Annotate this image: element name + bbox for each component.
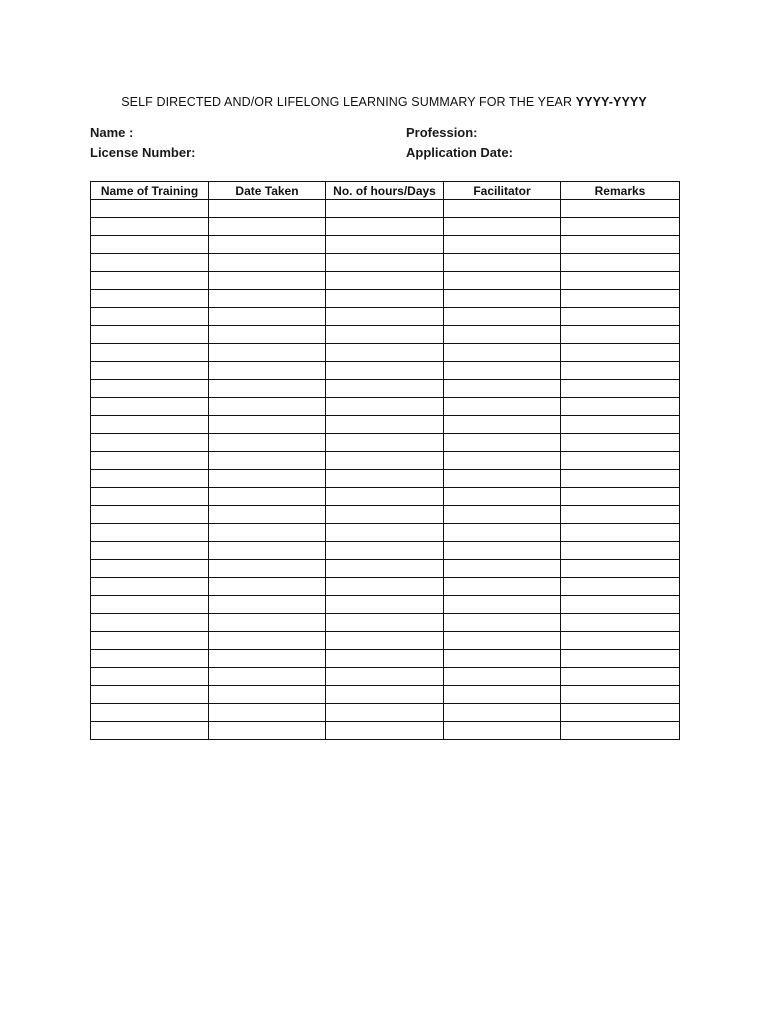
cell-hours-days <box>326 506 444 524</box>
cell-hours-days <box>326 686 444 704</box>
cell-date-taken <box>209 722 326 740</box>
header-facilitator: Facilitator <box>444 182 561 200</box>
cell-date-taken <box>209 362 326 380</box>
profession-label: Profession: <box>406 125 478 140</box>
cell-date-taken <box>209 434 326 452</box>
cell-facilitator <box>444 560 561 578</box>
cell-hours-days <box>326 650 444 668</box>
cell-hours-days <box>326 722 444 740</box>
application-date-label: Application Date: <box>406 145 513 160</box>
cell-date-taken <box>209 614 326 632</box>
cell-date-taken <box>209 596 326 614</box>
cell-remarks <box>561 542 680 560</box>
header-hours-days: No. of hours/Days <box>326 182 444 200</box>
cell-date-taken <box>209 290 326 308</box>
cell-hours-days <box>326 362 444 380</box>
cell-remarks <box>561 218 680 236</box>
cell-name-of-training <box>91 236 209 254</box>
cell-hours-days <box>326 542 444 560</box>
document-title <box>0 95 768 109</box>
cell-remarks <box>561 434 680 452</box>
cell-remarks <box>561 686 680 704</box>
cell-name-of-training <box>91 632 209 650</box>
cell-facilitator <box>444 632 561 650</box>
cell-remarks <box>561 236 680 254</box>
table-row <box>91 272 680 290</box>
table-row <box>91 632 680 650</box>
cell-hours-days <box>326 704 444 722</box>
cell-name-of-training <box>91 200 209 218</box>
table-row <box>91 290 680 308</box>
cell-remarks <box>561 308 680 326</box>
cell-remarks <box>561 614 680 632</box>
table-row <box>91 578 680 596</box>
cell-name-of-training <box>91 596 209 614</box>
cell-facilitator <box>444 434 561 452</box>
cell-name-of-training <box>91 218 209 236</box>
cell-name-of-training <box>91 704 209 722</box>
cell-facilitator <box>444 272 561 290</box>
table-row <box>91 362 680 380</box>
cell-hours-days <box>326 290 444 308</box>
cell-date-taken <box>209 344 326 362</box>
cell-hours-days <box>326 470 444 488</box>
table-row <box>91 236 680 254</box>
cell-remarks <box>561 704 680 722</box>
cell-remarks <box>561 254 680 272</box>
cell-name-of-training <box>91 326 209 344</box>
cell-facilitator <box>444 488 561 506</box>
cell-remarks <box>561 362 680 380</box>
cell-name-of-training <box>91 290 209 308</box>
cell-remarks <box>561 560 680 578</box>
cell-facilitator <box>444 614 561 632</box>
cell-date-taken <box>209 308 326 326</box>
table-row <box>91 326 680 344</box>
cell-hours-days <box>326 668 444 686</box>
cell-date-taken <box>209 272 326 290</box>
cell-date-taken <box>209 560 326 578</box>
cell-date-taken <box>209 488 326 506</box>
cell-facilitator <box>444 200 561 218</box>
cell-facilitator <box>444 218 561 236</box>
cell-facilitator <box>444 452 561 470</box>
cell-facilitator <box>444 650 561 668</box>
header-name-of-training: Name of Training <box>91 182 209 200</box>
table-row <box>91 560 680 578</box>
table-row <box>91 470 680 488</box>
cell-facilitator <box>444 344 561 362</box>
cell-hours-days <box>326 308 444 326</box>
cell-remarks <box>561 416 680 434</box>
cell-hours-days <box>326 272 444 290</box>
cell-facilitator <box>444 704 561 722</box>
cell-facilitator <box>444 578 561 596</box>
cell-remarks <box>561 632 680 650</box>
cell-remarks <box>561 506 680 524</box>
cell-facilitator <box>444 362 561 380</box>
cell-name-of-training <box>91 686 209 704</box>
table-row <box>91 434 680 452</box>
cell-hours-days <box>326 416 444 434</box>
cell-remarks <box>561 380 680 398</box>
cell-date-taken <box>209 218 326 236</box>
cell-hours-days <box>326 326 444 344</box>
title-year: YYYY-YYYY <box>575 95 647 109</box>
cell-date-taken <box>209 578 326 596</box>
cell-remarks <box>561 290 680 308</box>
license-number-label: License Number: <box>90 145 196 160</box>
cell-date-taken <box>209 668 326 686</box>
cell-name-of-training <box>91 542 209 560</box>
cell-remarks <box>561 398 680 416</box>
table-row <box>91 650 680 668</box>
cell-remarks <box>561 722 680 740</box>
cell-date-taken <box>209 254 326 272</box>
cell-date-taken <box>209 686 326 704</box>
cell-date-taken <box>209 326 326 344</box>
cell-hours-days <box>326 254 444 272</box>
cell-date-taken <box>209 632 326 650</box>
cell-date-taken <box>209 398 326 416</box>
table-row <box>91 380 680 398</box>
cell-date-taken <box>209 650 326 668</box>
table-row <box>91 524 680 542</box>
cell-facilitator <box>444 470 561 488</box>
cell-date-taken <box>209 452 326 470</box>
cell-remarks <box>561 524 680 542</box>
table-header-row <box>91 182 680 200</box>
cell-remarks <box>561 668 680 686</box>
title-text: SELF DIRECTED AND/OR LIFELONG LEARNING SUMMARY FOR THE YEAR <box>121 95 576 109</box>
cell-date-taken <box>209 416 326 434</box>
cell-hours-days <box>326 578 444 596</box>
cell-facilitator <box>444 686 561 704</box>
cell-date-taken <box>209 704 326 722</box>
cell-name-of-training <box>91 272 209 290</box>
cell-hours-days <box>326 614 444 632</box>
header-date-taken: Date Taken <box>209 182 326 200</box>
cell-remarks <box>561 344 680 362</box>
cell-remarks <box>561 596 680 614</box>
name-label: Name : <box>90 125 134 140</box>
cell-remarks <box>561 578 680 596</box>
cell-facilitator <box>444 308 561 326</box>
table-row <box>91 254 680 272</box>
cell-hours-days <box>326 380 444 398</box>
cell-date-taken <box>209 470 326 488</box>
cell-hours-days <box>326 236 444 254</box>
cell-hours-days <box>326 596 444 614</box>
table-row <box>91 614 680 632</box>
table-row <box>91 398 680 416</box>
table-row <box>91 506 680 524</box>
cell-hours-days <box>326 560 444 578</box>
cell-hours-days <box>326 434 444 452</box>
cell-name-of-training <box>91 614 209 632</box>
cell-name-of-training <box>91 254 209 272</box>
cell-hours-days <box>326 200 444 218</box>
table-row <box>91 452 680 470</box>
cell-date-taken <box>209 524 326 542</box>
cell-date-taken <box>209 542 326 560</box>
cell-name-of-training <box>91 416 209 434</box>
table-body <box>91 200 680 740</box>
cell-name-of-training <box>91 452 209 470</box>
table-row <box>91 308 680 326</box>
cell-hours-days <box>326 488 444 506</box>
cell-remarks <box>561 200 680 218</box>
cell-date-taken <box>209 200 326 218</box>
cell-name-of-training <box>91 650 209 668</box>
cell-name-of-training <box>91 470 209 488</box>
cell-name-of-training <box>91 506 209 524</box>
cell-hours-days <box>326 452 444 470</box>
cell-name-of-training <box>91 362 209 380</box>
cell-name-of-training <box>91 578 209 596</box>
cell-date-taken <box>209 236 326 254</box>
cell-facilitator <box>444 380 561 398</box>
cell-facilitator <box>444 398 561 416</box>
table-row <box>91 344 680 362</box>
cell-remarks <box>561 488 680 506</box>
table-row <box>91 200 680 218</box>
cell-name-of-training <box>91 722 209 740</box>
cell-name-of-training <box>91 380 209 398</box>
table-row <box>91 218 680 236</box>
cell-hours-days <box>326 344 444 362</box>
cell-facilitator <box>444 506 561 524</box>
cell-name-of-training <box>91 398 209 416</box>
cell-name-of-training <box>91 344 209 362</box>
cell-name-of-training <box>91 560 209 578</box>
cell-name-of-training <box>91 668 209 686</box>
table-row <box>91 686 680 704</box>
cell-hours-days <box>326 524 444 542</box>
table-row <box>91 488 680 506</box>
cell-remarks <box>561 272 680 290</box>
cell-date-taken <box>209 506 326 524</box>
training-summary-table <box>90 181 680 740</box>
cell-facilitator <box>444 542 561 560</box>
table-row <box>91 704 680 722</box>
cell-hours-days <box>326 398 444 416</box>
cell-facilitator <box>444 722 561 740</box>
table-row <box>91 542 680 560</box>
table-row <box>91 596 680 614</box>
cell-hours-days <box>326 632 444 650</box>
cell-facilitator <box>444 254 561 272</box>
table-row <box>91 668 680 686</box>
cell-facilitator <box>444 524 561 542</box>
cell-remarks <box>561 452 680 470</box>
cell-name-of-training <box>91 308 209 326</box>
table-row <box>91 722 680 740</box>
cell-facilitator <box>444 326 561 344</box>
cell-name-of-training <box>91 434 209 452</box>
header-remarks: Remarks <box>561 182 680 200</box>
cell-facilitator <box>444 290 561 308</box>
cell-facilitator <box>444 668 561 686</box>
cell-name-of-training <box>91 524 209 542</box>
table-row <box>91 416 680 434</box>
cell-hours-days <box>326 218 444 236</box>
cell-date-taken <box>209 380 326 398</box>
cell-facilitator <box>444 416 561 434</box>
cell-facilitator <box>444 596 561 614</box>
cell-remarks <box>561 650 680 668</box>
cell-facilitator <box>444 236 561 254</box>
cell-remarks <box>561 470 680 488</box>
cell-name-of-training <box>91 488 209 506</box>
cell-remarks <box>561 326 680 344</box>
